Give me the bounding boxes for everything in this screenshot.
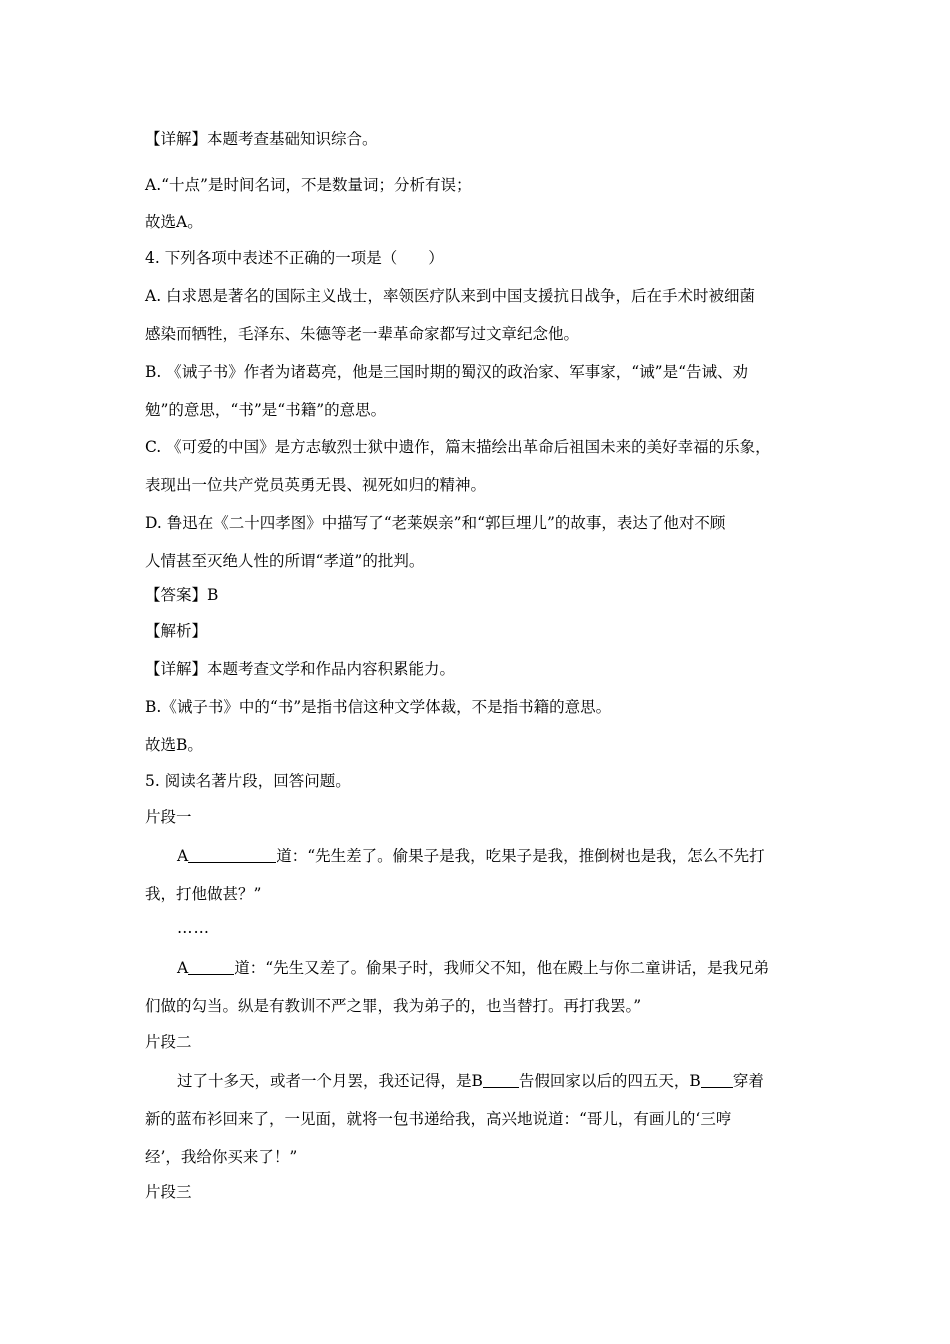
- excerpt-1-para2-line1: [177, 958, 815, 978]
- excerpt-2-line2: 新的蓝布衫回来了，一见面，就将一包书递给我，高兴地说道：“哥儿，有画儿的‘三哼: [145, 1110, 732, 1128]
- q4-option-d-line2: 人情甚至灭绝人性的所谓“孝道”的批判。: [145, 552, 425, 570]
- q4-option-d-line1: D. 鲁迅在《二十四孝图》中描写了“老莱娱亲”和“郭巨埋儿”的故事，表达了他对不顾: [145, 514, 726, 532]
- ellipsis: ……: [177, 919, 210, 937]
- q4-option-c-line1: C. 《可爱的中国》是方志敏烈士狱中遗作，篇末描绘出革命后祖国未来的美好幸福的乐象，: [145, 438, 771, 456]
- question-5: 5. 阅读名著片段，回答问题。: [145, 772, 351, 790]
- excerpt-3-heading: 片段三: [145, 1183, 192, 1201]
- answer-label: 【答案】B: [145, 586, 219, 604]
- excerpt-text: 穿着: [732, 1072, 764, 1090]
- analysis-option-a: A.“十点”是时间名词，不是数量词；分析有误；: [145, 176, 472, 194]
- excerpt-1-para1-line1: [177, 846, 815, 866]
- blank-label-a: A: [177, 847, 189, 865]
- fill-blank: [701, 1071, 733, 1088]
- excerpt-2-line3: 经’，我给你买来了！”: [145, 1148, 298, 1166]
- detail-explanation-2: 【详解】本题考查文学和作品内容积累能力。: [145, 660, 456, 678]
- q4-option-c-line2: 表现出一位共产党员英勇无畏、视死如归的精神。: [145, 476, 487, 494]
- detail-explanation-1: 【详解】本题考查基础知识综合。: [145, 130, 378, 148]
- excerpt-2-heading: 片段二: [145, 1033, 192, 1051]
- question-4: 4. 下列各项中表述不正确的一项是（ ）: [145, 249, 444, 267]
- answer-choice-b: 故选B。: [145, 736, 203, 754]
- fill-blank: [483, 1071, 519, 1088]
- excerpt-text: 过了十多天，或者一个月罢，我还记得，是B: [177, 1072, 483, 1090]
- fill-blank: [188, 846, 276, 863]
- excerpt-1-heading: 片段一: [145, 808, 192, 826]
- excerpt-1-para1-line2: 我，打他做甚？”: [145, 885, 262, 903]
- fill-blank: [188, 958, 234, 975]
- analysis-option-b: B.《诫子书》中的“书”是指书信这种文学体裁，不是指书籍的意思。: [145, 698, 612, 716]
- q4-option-a-line2: 感染而牺牲，毛泽东、朱德等老一辈革命家都写过文章纪念他。: [145, 325, 580, 343]
- excerpt-1-para2-line2: 们做的勾当。纵是有教训不严之罪，我为弟子的，也当替打。再打我罢。”: [145, 997, 642, 1015]
- q4-option-b-line2: 勉”的意思，“书”是“书籍”的意思。: [145, 401, 387, 419]
- q4-option-b-line1: B. 《诫子书》作者为诸葛亮，他是三国时期的蜀汉的政治家、军事家，“诫”是“告诫、劝: [145, 363, 749, 381]
- blank-label-a: A: [177, 959, 189, 977]
- analysis-label: 【解析】: [145, 622, 208, 640]
- answer-choice-a: 故选A。: [145, 213, 203, 231]
- excerpt-text: 道：“先生差了。偷果子是我，吃果子是我，推倒树也是我，怎么不先打: [276, 847, 765, 865]
- q4-option-a-line1: A. 白求恩是著名的国际主义战士，率领医疗队来到中国支援抗日战争，后在手术时被细菌: [145, 287, 756, 305]
- excerpt-text: 道：“先生又差了。偷果子时，我师父不知，他在殿上与你二童讲话，是我兄弟: [234, 959, 770, 977]
- excerpt-text: 告假回家以后的四五天，B: [518, 1072, 701, 1090]
- excerpt-2-line1: [177, 1071, 815, 1091]
